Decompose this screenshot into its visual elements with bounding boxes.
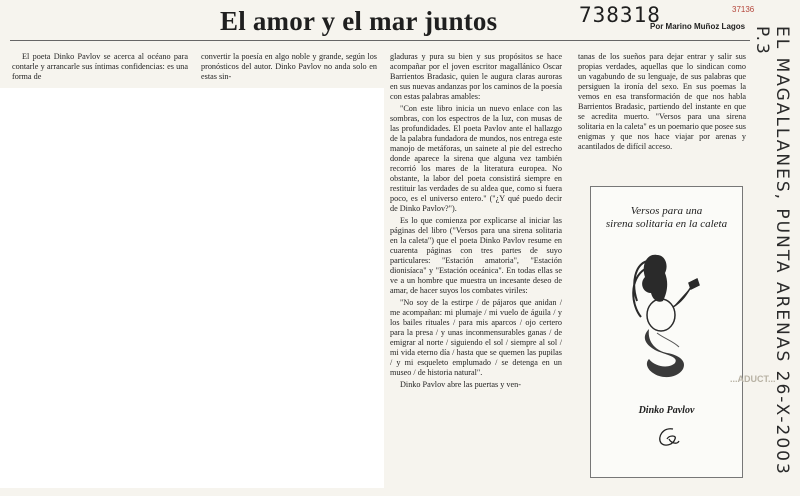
handwritten-annotation — [746, 14, 796, 484]
title-rule — [10, 40, 750, 41]
article-byline: Por Marino Muñoz Lagos — [650, 22, 746, 31]
article-column-2 — [201, 52, 377, 84]
catalog-number: 738318 — [579, 3, 661, 27]
paragraph: "Con este libro inicia un nuevo enlace con las sombras, con los espectros de la luz, con musas de las profundidades. El poeta Pavlov ante el hallazgo de la palabra fundadora de mundos, nos entrega este manojo de metáforas, un sainete al pie del estrecho donde aparece la sirena que alguna vez también recorrió los mares de la literatura europea. No obstante, la labor del poeta consistirá siempre en restituir las verdades de su aldea que, como si fuera poco, es el universo entero." ("¿Y qué puedo decir de Dinko Pavlov?"). — [390, 104, 562, 213]
paragraph: convertir la poesía en algo noble y grande, según los pronósticos del autor. Dinko Pavlov no anda solo en estas sin- — [201, 52, 377, 81]
article-column-1 — [12, 52, 188, 84]
paragraph: tanas de los sueños para dejar entrar y salir sus propias verdades, aquellas que lo sindican como un vagabundo de su lenguaje, de sus palabras que persiguen la ironía del sexo. En sus poemas la vemos en esa transformación de que nos habla Barrientos Bradasic, partiendo del instante en que se acredita muerto. "Versos para una sirena solitaria en la caleta" es un poemario que posee sus enigmas y que nos hace viajar por arenas y acantilados de difícil acceso. — [578, 52, 746, 151]
article-title: El amor y el mar juntos — [220, 6, 498, 36]
book-title-line-2: sirena solitaria en la caleta — [605, 218, 728, 230]
paragraph: Es lo que comienza por explicarse al iniciar las páginas del libro ("Versos para una sirena solitaria en la caleta") que el poeta Dinko Pavlov resume en cuarenta páginas con tres partes de suyo particulares: "Estación amatoria", "Estación dionisíaca" y "Estación oceánica". En todas ellas se ve a un hombre que muestra un incesante deseo de amar, de hacer suyos los combates viriles: — [390, 216, 562, 295]
siren-illustration-icon — [617, 243, 717, 393]
background-print-text: ...ADUCT... — [730, 374, 776, 384]
paragraph: Dinko Pavlov abre las puertas y ven- — [400, 380, 521, 389]
book-cover-image — [590, 186, 743, 478]
book-title-line-1: Versos para una — [630, 205, 703, 217]
article-column-4 — [578, 52, 746, 154]
article-column-3 — [390, 52, 562, 392]
signature-icon — [655, 425, 681, 449]
paragraph: gladuras y pura su bien y sus propósitos se hace acompañar por el joven escritor magallánico Oscar Barrientos Bradasic, quien le augura claras auroras en sus nuevas andanzas por los caminos de la poesía con estas palabras amables: — [390, 52, 562, 101]
book-title — [591, 205, 742, 231]
paragraph: "No soy de la estirpe / de pájaros que anidan / me acompañan: mi plumaje / mi vuelo de águila / y los bailes rituales / para mis aparcos / ojo certero para la presa / y unas inconmensurables ganas / de emigrar al norte / siguiendo el sol / siempre al sol / mi vida eterno día / hasta que se quemen las pupilas / y mi esqueleto emplumado / se detenga en un museo / de historia natural". — [390, 298, 562, 377]
book-author: Dinko Pavlov — [638, 405, 695, 416]
blank-paper-overlay — [0, 88, 384, 488]
catalog-small-number: 37136 — [732, 5, 755, 14]
handwritten-annotation-text: EL MAGALLANES, PUNTA ARENAS 26-X-2003 P.3 — [752, 26, 792, 476]
paragraph: El poeta Dinko Pavlov se acerca al océano para contarle y arrancarle sus íntimas confidencias: es una forma de — [12, 52, 188, 81]
